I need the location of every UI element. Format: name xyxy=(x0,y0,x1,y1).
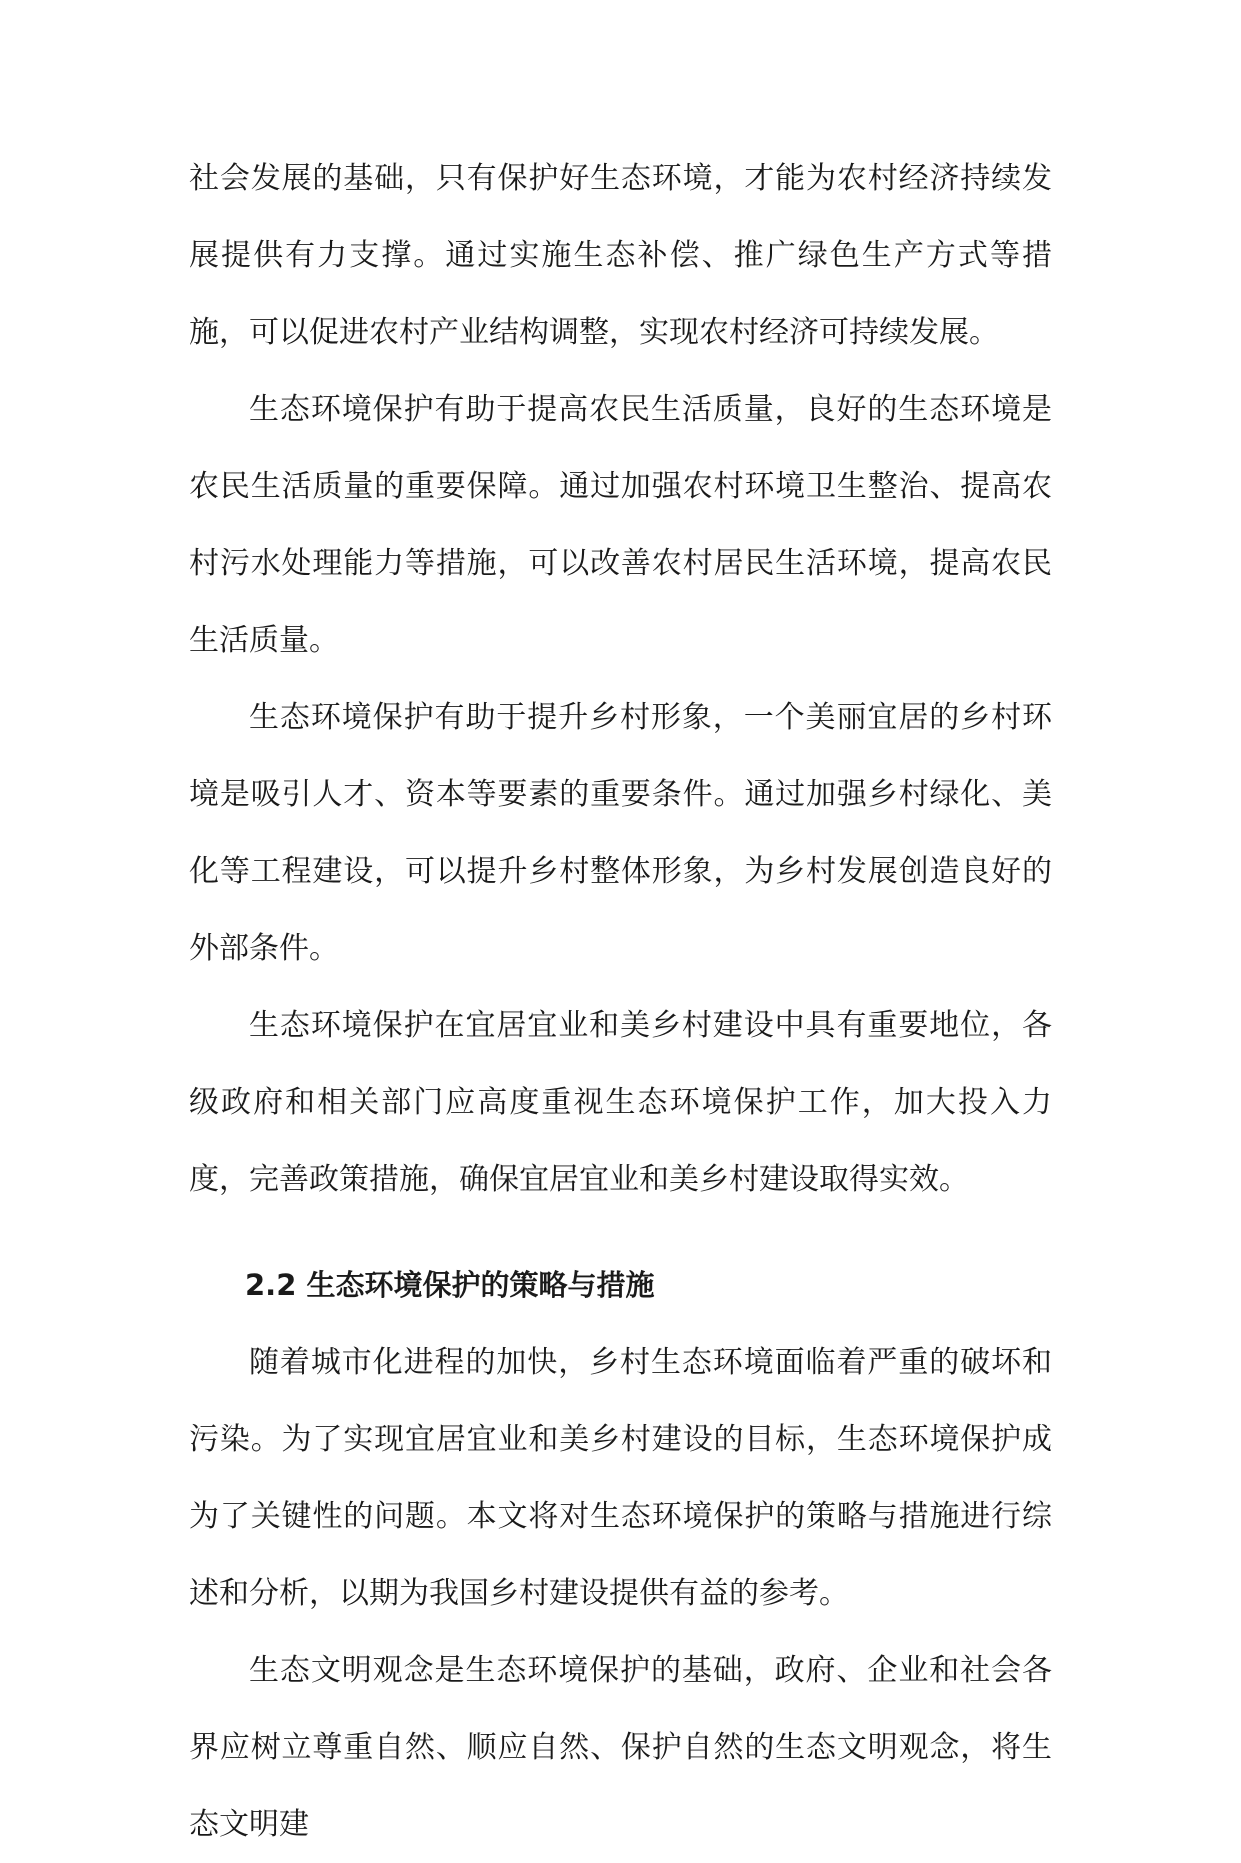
body-paragraph: 随着城市化进程的加快，乡村生态环境面临着严重的破坏和污染。为了实现宜居宜业和美乡村建设的目标，生态环境保护成为了关键性的问题。本文将对生态环境保护的策略与措施进行综述和分析，以期为我国乡村建设提供有益的参考。 xyxy=(189,1345,1052,1611)
document-body xyxy=(189,140,1052,1863)
body-paragraph: 生态环境保护在宜居宜业和美乡村建设中具有重要地位，各级政府和相关部门应高度重视生态环境保护工作，加大投入力度，完善政策措施，确保宜居宜业和美乡村建设取得实效。 xyxy=(189,1008,1052,1197)
body-paragraph: 社会发展的基础，只有保护好生态环境，才能为农村经济持续发展提供有力支撑。通过实施生态补偿、推广绿色生产方式等措施，可以促进农村产业结构调整，实现农村经济可持续发展。 xyxy=(189,161,1052,350)
body-paragraph: 生态环境保护有助于提升乡村形象，一个美丽宜居的乡村环境是吸引人才、资本等要素的重要条件。通过加强乡村绿化、美化等工程建设，可以提升乡村整体形象，为乡村发展创造良好的外部条件。 xyxy=(189,700,1052,966)
body-paragraph: 生态文明观念是生态环境保护的基础，政府、企业和社会各界应树立尊重自然、顺应自然、保护自然的生态文明观念，将生态文明建 xyxy=(189,1653,1052,1842)
body-paragraph: 生态环境保护有助于提高农民生活质量，良好的生态环境是农民生活质量的重要保障。通过加强农村环境卫生整治、提高农村污水处理能力等措施，可以改善农村居民生活环境，提高农民生活质量。 xyxy=(189,392,1052,658)
section-heading: 2.2 生态环境保护的策略与措施 xyxy=(245,1268,655,1302)
